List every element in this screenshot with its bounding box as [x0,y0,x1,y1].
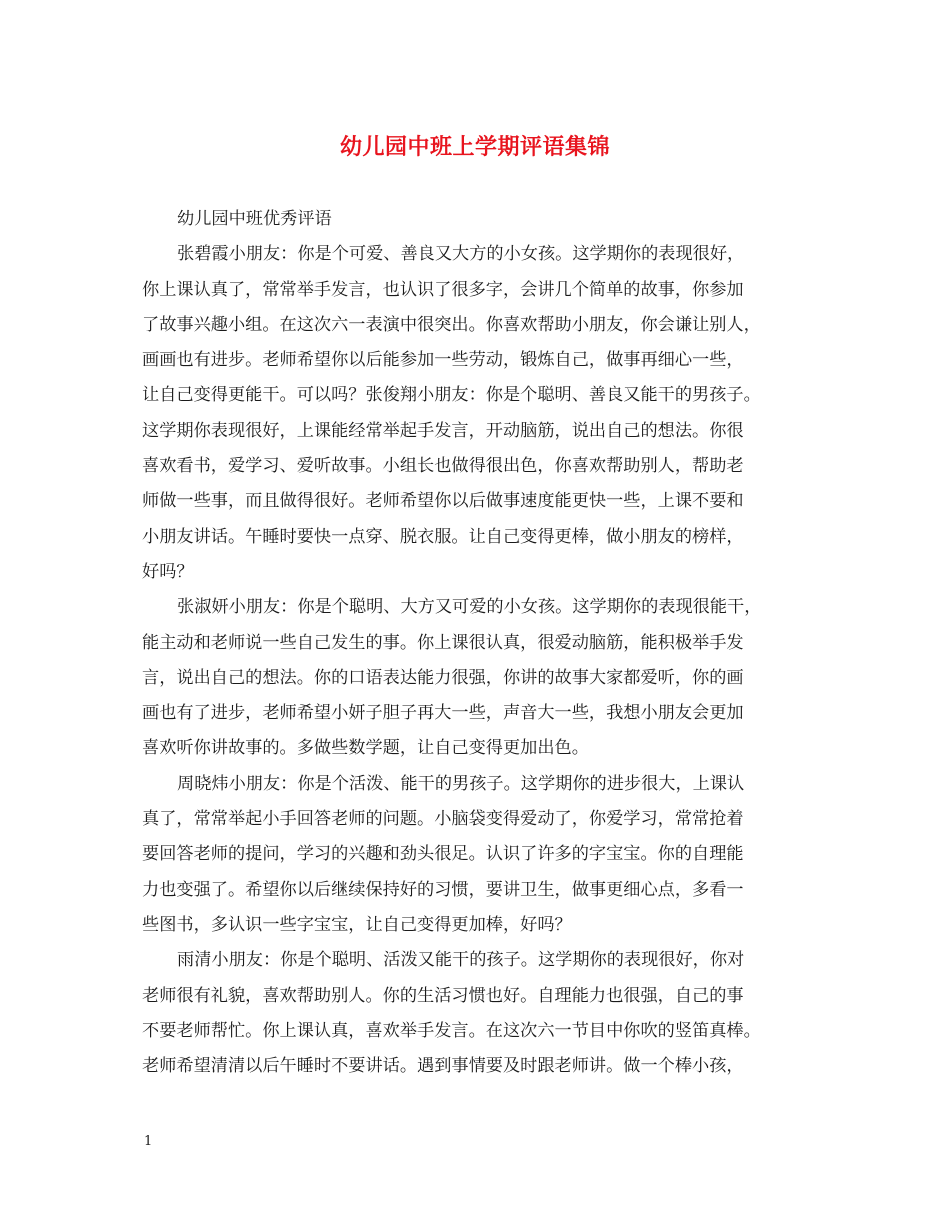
paragraph-line: 不要老师帮忙。你上课认真，喜欢举手发言。在这次六一节目中你吹的竖笛真棒。 [142,1020,761,1041]
section-heading-text: 幼儿园中班优秀评语 [177,209,332,229]
paragraph-line: 力也变强了。希望你以后继续保持好的习惯，要讲卫生，做事更细心点，多看一 [142,879,744,900]
page-number: 1 [144,1134,153,1149]
paragraph-line: 老师希望清清以后午睡时不要讲话。遇到事情要及时跟老师讲。做一个棒小孩， [142,1056,744,1077]
paragraph-line: 些图书，多认识一些字宝宝，让自己变得更加棒，好吗？ [142,914,572,935]
paragraph-line: 好吗？ [142,561,194,582]
paragraph-line: 喜欢看书，爱学习、爱听故事。小组长也做得很出色，你喜欢帮助别人，帮助老 [142,456,744,477]
paragraph-line: 老师很有礼貌，喜欢帮助别人。你的生活习惯也好。自理能力也很强，自己的事 [142,985,744,1006]
paragraph-line: 要回答老师的提问，学习的兴趣和劲头很足。认识了许多的字宝宝。你的自理能 [142,844,744,865]
paragraph-line: 小朋友讲话。午睡时要快一点穿、脱衣服。让自己变得更棒，做小朋友的榜样， [142,526,744,547]
paragraph-line: 雨清小朋友：你是个聪明、活泼又能干的孩子。这学期你的表现很好，你对 [177,950,745,971]
paragraph-line: 喜欢听你讲故事的。多做些数学题，让自己变得更加出色。 [142,738,589,759]
paragraph-line: 师做一些事，而且做得很好。老师希望你以后做事速度能更快一些，上课不要和 [142,491,744,512]
document-body [142,202,814,1084]
section-heading [142,202,814,237]
document-title: 幼儿园中班上学期评语集锦 [339,134,610,160]
paragraph-line: 这学期你表现很好，上课能经常举起手发言，开动脑筋，说出自己的想法。你很 [142,420,744,441]
paragraph-2 [142,590,814,766]
paragraph-line: 让自己变得更能干。可以吗？张俊翔小朋友：你是个聪明、善良又能干的男孩子。 [142,385,761,406]
paragraph-line: 能主动和老师说一些自己发生的事。你上课很认真，很爱动脑筋，能积极举手发 [142,632,744,653]
paragraph-line: 画画也有进步。老师希望你以后能参加一些劳动，锻炼自己，做事再细心一些， [142,350,744,371]
paragraph-line: 真了，常常举起小手回答老师的问题。小脑袋变得爱动了，你爱学习，常常抢着 [142,809,744,830]
paragraph-3 [142,767,814,943]
paragraph-line: 张碧霞小朋友：你是个可爱、善良又大方的小女孩。这学期你的表现很好， [177,244,745,265]
paragraph-line: 了故事兴趣小组。在这次六一表演中很突出。你喜欢帮助小朋友，你会谦让别人， [142,314,761,335]
paragraph-line: 张淑妍小朋友：你是个聪明、大方又可爱的小女孩。这学期你的表现很能干， [177,597,762,618]
paragraph-line: 周晓炜小朋友：你是个活泼、能干的男孩子。这学期你的进步很大，上课认 [177,773,745,794]
paragraph-1 [142,237,814,590]
paragraph-line: 你上课认真了，常常举手发言，也认识了很多字，会讲几个简单的故事，你参加 [142,279,744,300]
paragraph-line: 画也有了进步，老师希望小妍子胆子再大一些，声音大一些，我想小朋友会更加 [142,703,744,724]
paragraph-4 [142,943,814,1084]
paragraph-line: 言，说出自己的想法。你的口语表达能力很强，你讲的故事大家都爱听，你的画 [142,667,744,688]
